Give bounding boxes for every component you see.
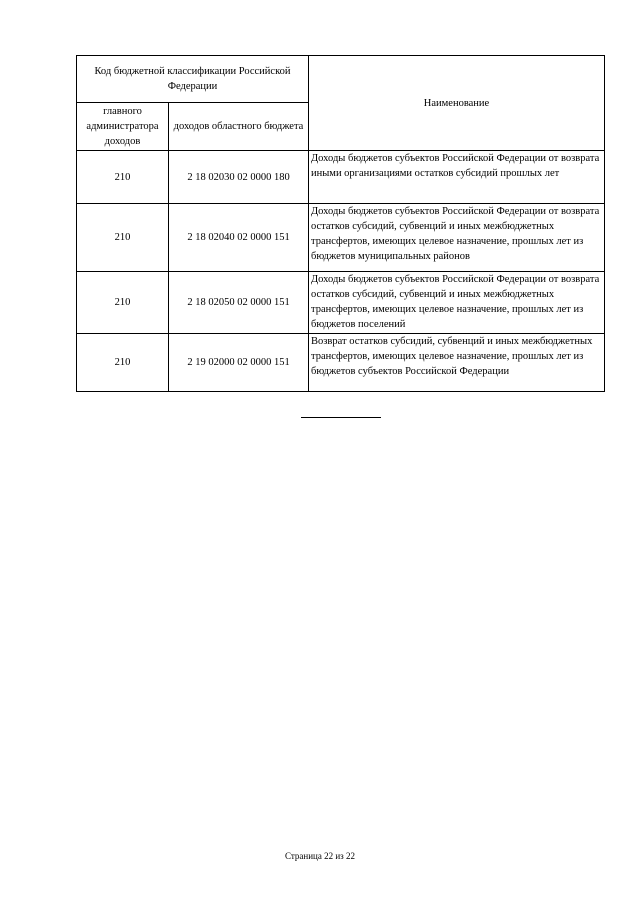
admin-code-cell: 210 xyxy=(77,272,169,334)
header-name: Наименование xyxy=(309,56,605,151)
table-row xyxy=(77,272,605,334)
revenue-code-cell: 2 18 02030 02 0000 180 xyxy=(169,151,309,204)
table-header-row xyxy=(77,56,605,103)
revenue-name-cell: Доходы бюджетов субъектов Российской Федерации от возврата остатков субсидий, субвенций и иных межбюджетных трансфертов, имеющих целевое назначение, прошлых лет из бюджетов муниципальных районов xyxy=(309,204,605,272)
revenue-name-cell: Возврат остатков субсидий, субвенций и иных межбюджетных трансфертов, имеющих целевое назначение, прошлых лет из бюджетов субъектов Российской Федерации xyxy=(309,334,605,392)
table-row xyxy=(77,334,605,392)
budget-classification-table xyxy=(76,55,605,392)
revenue-name-cell: Доходы бюджетов субъектов Российской Федерации от возврата остатков субсидий, субвенций и иных межбюджетных трансфертов, имеющих целевое назначение, прошлых лет из бюджетов поселений xyxy=(309,272,605,334)
admin-code-cell: 210 xyxy=(77,151,169,204)
revenue-code-cell: 2 18 02050 02 0000 151 xyxy=(169,272,309,334)
page-number: Страница 22 из 22 xyxy=(285,851,355,861)
admin-code-cell: 210 xyxy=(77,204,169,272)
table-row xyxy=(77,151,605,204)
header-regional-budget-revenue: доходов областного бюджета xyxy=(169,103,309,151)
revenue-code-cell: 2 19 02000 02 0000 151 xyxy=(169,334,309,392)
table-row xyxy=(77,204,605,272)
footnote-separator xyxy=(301,417,381,418)
header-budget-classification-code: Код бюджетной классификации Российской Федерации xyxy=(77,56,309,103)
revenue-name-cell: Доходы бюджетов субъектов Российской Федерации от возврата иными организациями остатков субсидий прошлых лет xyxy=(309,151,605,204)
admin-code-cell: 210 xyxy=(77,334,169,392)
revenue-code-cell: 2 18 02040 02 0000 151 xyxy=(169,204,309,272)
header-main-administrator: главного администратора доходов xyxy=(77,103,169,151)
